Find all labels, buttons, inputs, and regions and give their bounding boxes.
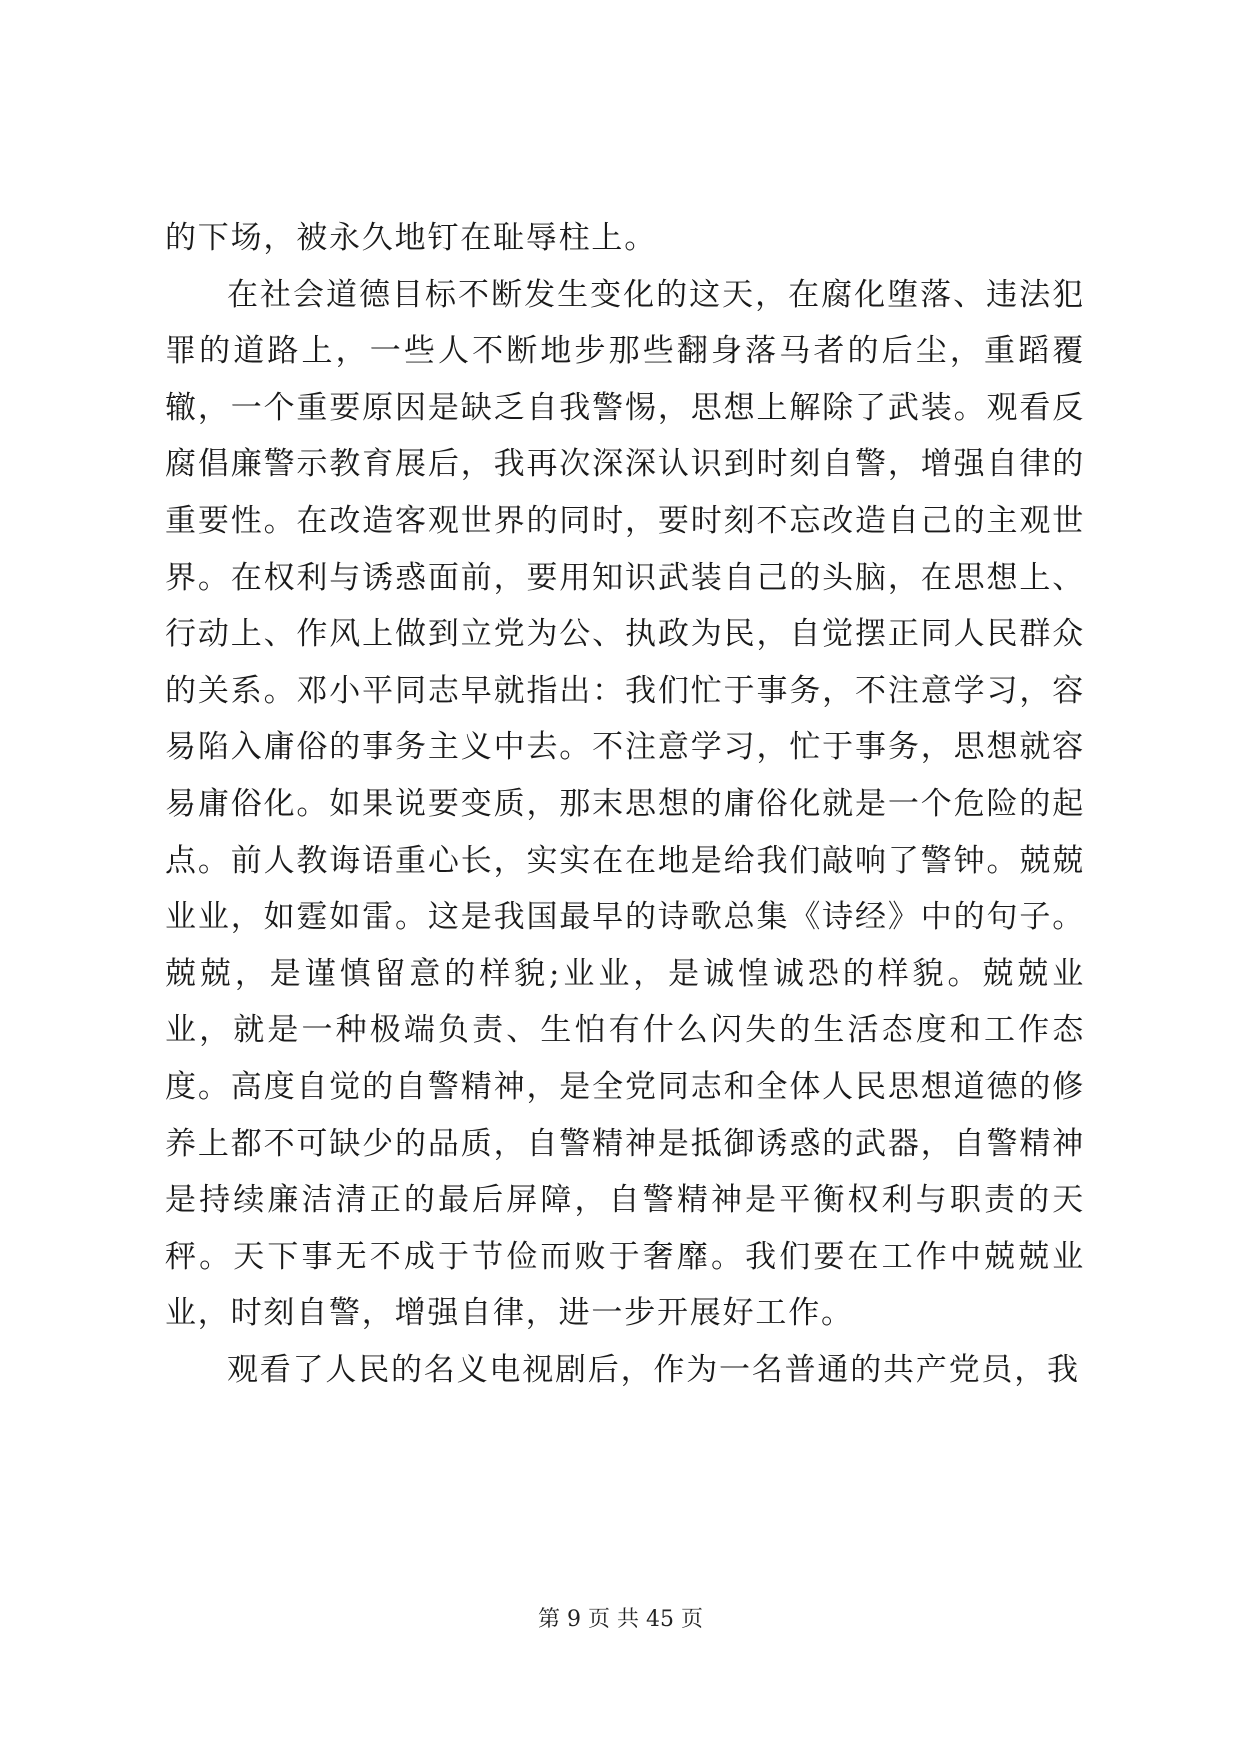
paragraph-2: 在社会道德目标不断发生变化的这天，在腐化堕落、违法犯罪的道路上，一些人不断地步那些翻身落马者的后尘，重蹈覆辙，一个重要原因是缺乏自我警惕，思想上解除了武装。观看反腐倡廉警示教育展后，我再次深深认识到时刻自警，增强自律的重要性。在改造客观世界的同时，要时刻不忘改造自己的主观世界。在权利与诱惑面前，要用知识武装自己的头脑，在思想上、行动上、作风上做到立党为公、执政为民，自觉摆正同人民群众的关系。邓小平同志早就指出：我们忙于事务，不注意学习，容易陷入庸俗的事务主义中去。不注意学习，忙于事务，思想就容易庸俗化。如果说要变质，那末思想的庸俗化就是一个危险的起点。前人教诲语重心长，实实在在地是给我们敲响了警钟。兢兢业业，如霆如雷。这是我国最早的诗歌总集《诗经》中的句子。兢兢，是谨慎留意的样貌;业业，是诚惶诚恐的样貌。兢兢业业，就是一种极端负责、生怕有什么闪失的生活态度和工作态度。高度自觉的自警精神，是全党同志和全体人民思想道德的修养上都不可缺少的品质，自警精神是抵御诱惑的武器，自警精神是持续廉洁清正的最后屏障，自警精神是平衡权利与职责的天秤。天下事无不成于节俭而败于奢靡。我们要在工作中兢兢业业，时刻自警，增强自律，进一步开展好工作。	[165, 276, 1085, 1332]
paragraph-1: 的下场，被永久地钉在耻辱柱上。	[165, 220, 657, 256]
body-text	[165, 210, 1085, 1398]
page-footer: 第 9 页 共 45 页	[538, 1607, 703, 1632]
paragraph-3: 观看了人民的名义电视剧后，作为一名普通的共产党员，我	[227, 1351, 1080, 1388]
